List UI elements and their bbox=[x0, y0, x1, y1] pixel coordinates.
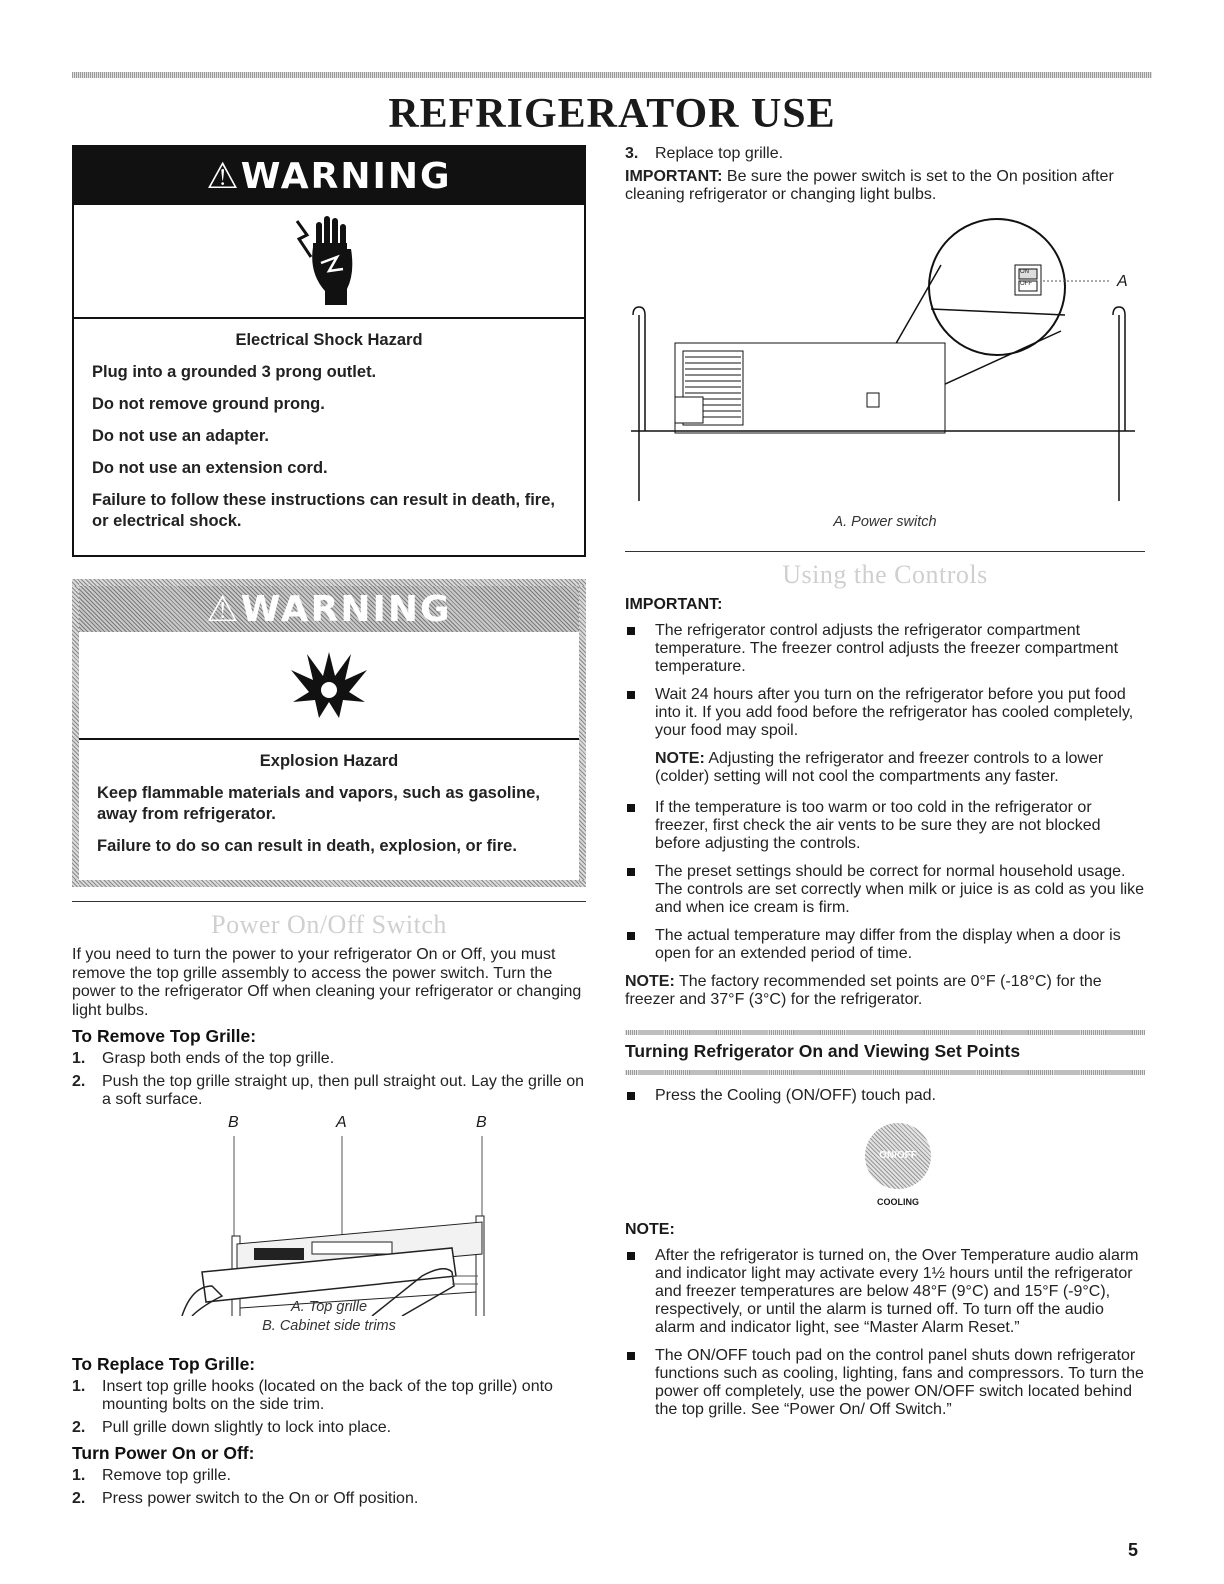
step-item: 2. Pull grille down slightly to lock into place. bbox=[72, 1418, 392, 1436]
section-divider bbox=[72, 901, 586, 902]
hazard-title: Electrical Shock Hazard bbox=[235, 331, 423, 349]
list-item: The ON/OFF touch pad on the control panel shuts down refrigerator functions such as cooling, lighting, fans and compressors. To turn the power off completely, use the power ON/OFF switch located behind the top grille. See “Power On/ Off Switch.” bbox=[625, 1347, 1145, 1419]
list-item: The refrigerator control adjusts the refrigerator compartment temperature. The freezer control adjusts the freezer compartment temperature. bbox=[625, 622, 1145, 676]
setpoints-note: NOTE: The factory recommended set points are 0°F (-18°C) for the freezer and 37°F (3°C) for the refrigerator. bbox=[625, 972, 1102, 1008]
turn-power-heading: Turn Power On or Off: bbox=[72, 1443, 255, 1463]
turning-bullets bbox=[625, 1087, 1145, 1105]
controls-note: NOTE: Adjusting the refrigerator and freezer controls to a lower (colder) setting will not cool the compartments any faster. bbox=[655, 749, 1104, 785]
hazard-title: Explosion Hazard bbox=[259, 752, 399, 770]
note-label: NOTE: bbox=[625, 1220, 675, 1238]
grille-illustration bbox=[72, 1136, 586, 1316]
turn-power-steps bbox=[72, 1467, 586, 1508]
figure-caption: A. Power switch bbox=[833, 513, 937, 530]
electrical-warning-box bbox=[72, 145, 586, 557]
note-bullets bbox=[625, 1247, 1145, 1419]
list-item: The preset settings should be correct for normal household usage. The controls are set correctly when milk or juice is as cold as you like and when ice cream is firm. bbox=[625, 863, 1145, 917]
warning-line: Keep flammable materials and vapors, such as gasoline, away from refrigerator. bbox=[97, 784, 540, 823]
warning-line: Do not use an extension cord. bbox=[92, 459, 328, 477]
remove-grille-heading: To Remove Top Grille: bbox=[72, 1026, 257, 1046]
important-note: IMPORTANT: Be sure the power switch is set to the On position after cleaning refrigerator or changing light bulbs. bbox=[625, 167, 1114, 203]
turning-section-title: Turning Refrigerator On and Viewing Set Points bbox=[625, 1040, 1021, 1061]
warning-line: Plug into a grounded 3 prong outlet. bbox=[92, 363, 377, 381]
on-off-touch-pad[interactable] bbox=[865, 1123, 931, 1189]
controls-section-title: Using the Controls bbox=[782, 559, 988, 589]
replace-steps bbox=[72, 1378, 586, 1438]
figure-label-b-left: B bbox=[228, 1113, 239, 1131]
step-item: 2. Push the top grille straight up, then pull straight out. Lay the grille on a soft surface. bbox=[72, 1072, 585, 1108]
pad-label: ON/OFF bbox=[879, 1150, 917, 1161]
warning-line: Do not remove ground prong. bbox=[92, 395, 325, 413]
switch-off-label: OFF bbox=[1020, 280, 1032, 287]
turning-section-header bbox=[625, 1030, 1145, 1075]
controls-bullets bbox=[625, 622, 1145, 740]
page-title: REFRIGERATOR USE bbox=[388, 91, 836, 137]
important-label: IMPORTANT: bbox=[625, 595, 723, 613]
left-column bbox=[72, 145, 586, 1512]
top-rule bbox=[72, 72, 1152, 78]
warning-line: Do not use an adapter. bbox=[92, 427, 269, 445]
step-item: 2. Press power switch to the On or Off position. bbox=[72, 1489, 419, 1507]
cooling-pad-figure bbox=[625, 1115, 1145, 1211]
replace-top-step bbox=[625, 145, 1145, 164]
pad-caption: COOLING bbox=[877, 1196, 919, 1207]
list-item: After the refrigerator is turned on, the Over Temperature audio alarm and indicator light may activate every 1½ hours until the refrigerator and freezer temperatures are below 48°F (9°C) and 15°F (-9°C), respectively, or until the alarm is turned off. To turn off the audio alarm and indicator light, see “Master Alarm Reset.” bbox=[625, 1247, 1145, 1337]
power-section-title: Power On/Off Switch bbox=[211, 910, 447, 939]
explosion-warning-box bbox=[72, 579, 586, 887]
remove-steps bbox=[72, 1050, 586, 1110]
list-item: Wait 24 hours after you turn on the refrigerator before you put food into it. If you add food before the refrigerator has cooled completely, your food may spoil. bbox=[625, 686, 1145, 740]
warning-header: ⚠WARNING bbox=[74, 147, 584, 205]
figure-caption-a: A. Top grille bbox=[290, 1298, 368, 1315]
figure-label-a: A bbox=[336, 1113, 347, 1131]
power-switch-illustration bbox=[625, 211, 1145, 511]
step-item: 3. Replace top grille. bbox=[625, 145, 784, 162]
controls-bullets-2 bbox=[625, 799, 1145, 963]
list-item: The actual temperature may differ from the display when a door is open for an extended period of time. bbox=[625, 927, 1145, 963]
step-item: 1. Remove top grille. bbox=[72, 1467, 231, 1484]
step-item: 1. Grasp both ends of the top grille. bbox=[72, 1050, 335, 1067]
page-number: 5 bbox=[1127, 1540, 1138, 1560]
replace-grille-heading: To Replace Top Grille: bbox=[72, 1353, 256, 1374]
warning-header: ⚠WARNING bbox=[79, 586, 579, 632]
figure-caption-b: B. Cabinet side trims bbox=[262, 1317, 396, 1334]
section-divider bbox=[625, 551, 1145, 552]
power-intro: If you need to turn the power to your refrigerator On or Off, you must remove the top grille assembly to access the power switch. Turn the power to the refrigerator Off when cleaning your refrigerator or changing light bulbs. bbox=[72, 946, 582, 1019]
step-item: 1. Insert top grille hooks (located on the back of the top grille) onto mounting bolts on the side trim. bbox=[72, 1377, 553, 1413]
warning-line: Failure to do so can result in death, explosion, or fire. bbox=[97, 837, 517, 855]
power-switch-figure bbox=[625, 211, 1145, 541]
list-item: If the temperature is too warm or too cold in the refrigerator or freezer, first check the air vents to be sure they are not blocked before adjusting the controls. bbox=[625, 799, 1145, 853]
figure-label-b-right: B bbox=[476, 1113, 487, 1131]
explosion-icon bbox=[79, 632, 579, 740]
figure-label-a: A bbox=[1117, 272, 1128, 290]
electric-shock-icon bbox=[74, 205, 584, 319]
list-item: Press the Cooling (ON/OFF) touch pad. bbox=[625, 1087, 1145, 1105]
right-column bbox=[625, 145, 1145, 1429]
top-grille-figure bbox=[72, 1114, 586, 1344]
switch-on-label: ON bbox=[1020, 268, 1029, 275]
warning-line: Failure to follow these instructions can result in death, fire, or electrical shock. bbox=[92, 491, 555, 530]
